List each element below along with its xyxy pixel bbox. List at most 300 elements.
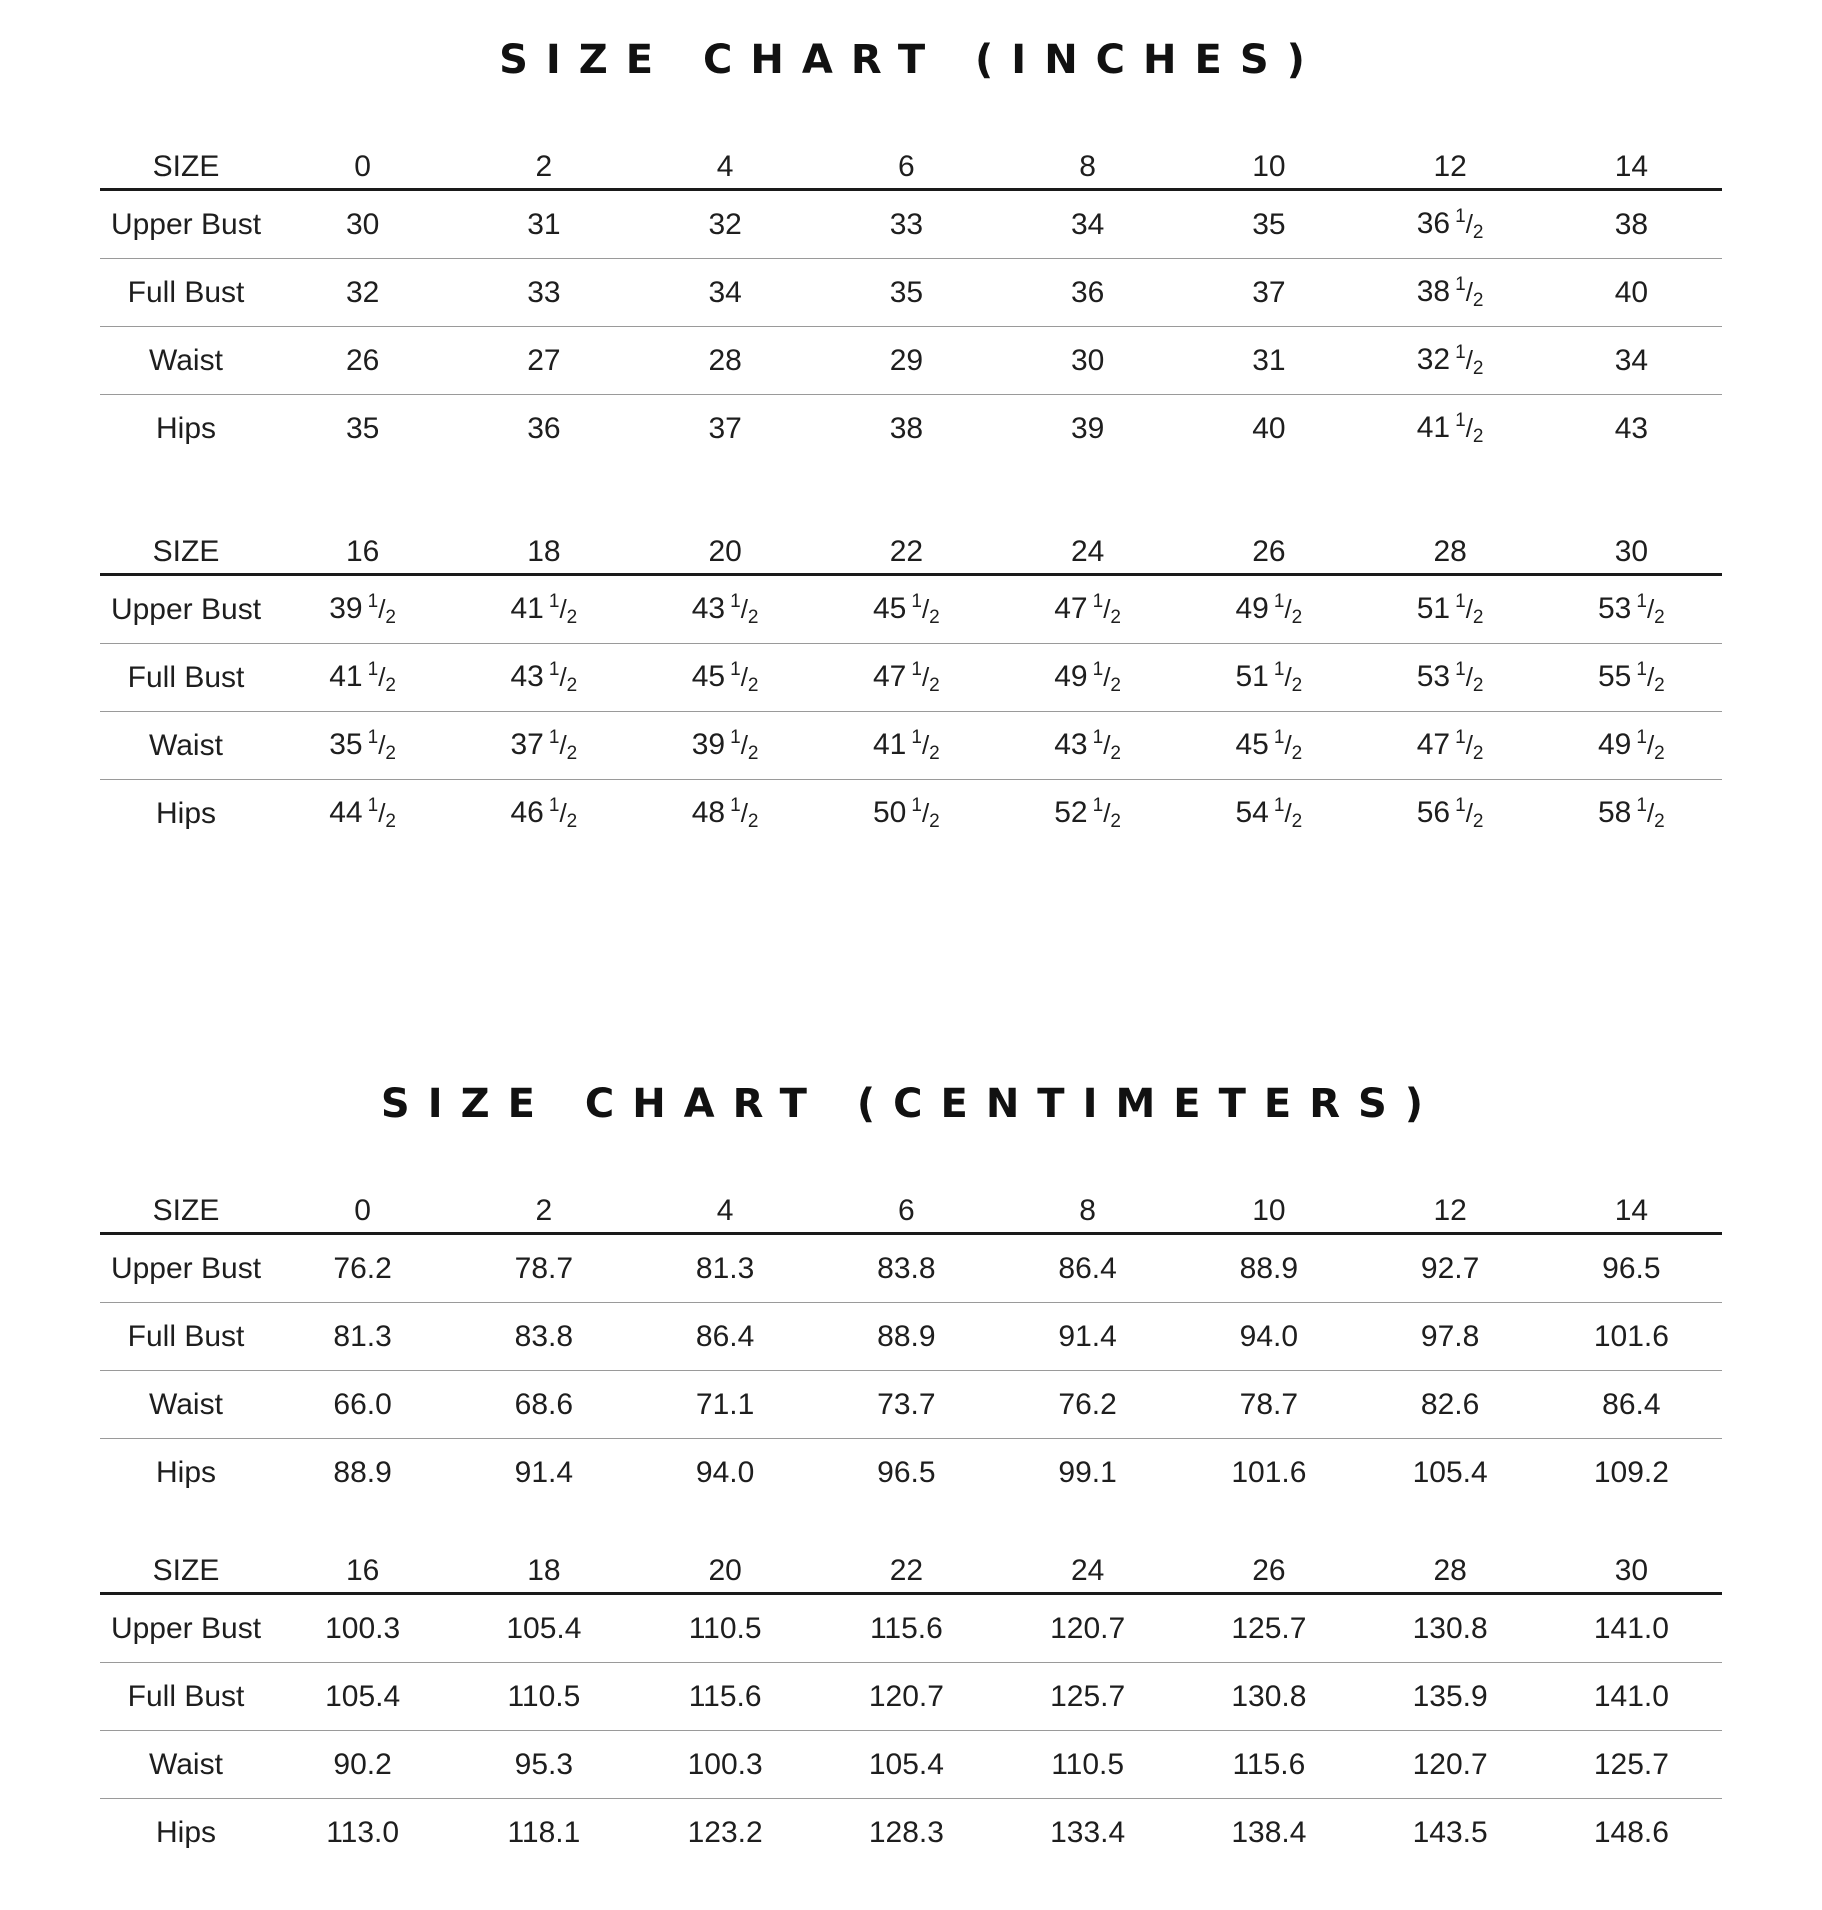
table-row: [100, 395, 1722, 463]
fraction-denominator: 2: [747, 810, 759, 832]
value-whole: 45: [691, 659, 726, 693]
measurement-cell: [272, 575, 453, 644]
measurement-cell: 38: [889, 411, 924, 445]
fraction-slash: /: [921, 797, 930, 828]
value-whole: 54: [1235, 795, 1269, 829]
measurement-cell: 143.5: [1412, 1815, 1488, 1849]
fraction-denominator: 2: [1654, 810, 1665, 832]
fraction-denominator: 2: [385, 674, 396, 696]
value-whole: 51: [1235, 659, 1269, 693]
fraction-numerator: 1: [1636, 658, 1647, 680]
table-row: [100, 1799, 1722, 1867]
table-row: [100, 1234, 1722, 1303]
fraction-denominator: 2: [566, 606, 578, 628]
fraction-numerator: 1: [1636, 726, 1647, 748]
row-label: Full Bust: [100, 1663, 272, 1731]
measurement-cell: 110.5: [635, 1594, 816, 1663]
value-whole: 43: [510, 659, 544, 693]
measurement-cell: 34: [1541, 327, 1722, 395]
fraction-denominator: 2: [1472, 425, 1484, 447]
measurement-cell: 68.6: [453, 1371, 634, 1439]
value-whole: 52: [1054, 795, 1088, 829]
fraction-numerator: 1: [548, 726, 560, 748]
measurement-cell: 96.5: [1541, 1234, 1722, 1303]
size-header-cell: 4: [635, 1172, 816, 1234]
fraction-denominator: 2: [1654, 606, 1665, 628]
fraction-slash: /: [1465, 661, 1473, 692]
measurement-cell: [272, 644, 453, 712]
row-label: Upper Bust: [100, 1594, 272, 1663]
measurement-cell: 39: [1070, 411, 1105, 445]
fraction-denominator: 2: [566, 674, 578, 696]
fraction-numerator: 1: [911, 658, 922, 680]
measurement-cell: 78.7: [453, 1234, 634, 1303]
fraction-denominator: 2: [747, 606, 759, 628]
fraction-slash: /: [1284, 797, 1292, 828]
row-label: Hips: [155, 796, 216, 830]
measurement-cell: 86.4: [635, 1303, 816, 1371]
size-header-cell: 24: [997, 1532, 1178, 1594]
measurement-cell: 120.7: [816, 1663, 997, 1731]
measurement-cell: [1541, 712, 1722, 780]
fraction-denominator: 2: [1472, 357, 1484, 379]
fraction-denominator: 2: [385, 810, 396, 832]
row-label: Hips: [155, 1815, 216, 1849]
value-whole: 55: [1597, 659, 1632, 693]
measurement-cell: 100.3: [272, 1594, 453, 1663]
measurement-cell: [816, 780, 997, 848]
table-row: [100, 575, 1722, 644]
measurement-cell: 115.6: [1178, 1731, 1359, 1799]
value-whole: 44: [329, 795, 363, 829]
fraction-numerator: 1: [1273, 794, 1285, 816]
fraction-denominator: 2: [929, 674, 940, 696]
fraction-denominator: 2: [1291, 810, 1303, 832]
measurement-cell: 125.7: [1178, 1594, 1359, 1663]
measurement-cell: [816, 644, 997, 712]
value-whole: 36: [1416, 206, 1451, 240]
measurement-cell: [1360, 395, 1541, 463]
fraction-numerator: 1: [730, 658, 741, 680]
measurement-cell: [635, 644, 816, 712]
size-header-cell: 18: [453, 1532, 634, 1594]
fraction-numerator: 1: [1273, 658, 1285, 680]
measurement-cell: [635, 712, 816, 780]
measurement-cell: 148.6: [1593, 1815, 1669, 1849]
centimeters-section: [100, 1080, 1722, 1910]
fraction-denominator: 2: [1654, 742, 1665, 764]
value-whole: 45: [872, 591, 907, 625]
fraction-denominator: 2: [1291, 674, 1303, 696]
fraction-slash: /: [740, 661, 748, 692]
measurement-cell: 130.8: [1178, 1663, 1359, 1731]
measurement-cell: 92.7: [1360, 1234, 1541, 1303]
fraction-slash: /: [1465, 276, 1473, 307]
measurement-cell: 35: [1178, 190, 1359, 259]
measurement-cell: 26: [272, 327, 453, 395]
measurement-cell: 101.6: [1541, 1303, 1722, 1371]
measurement-cell: 76.2: [997, 1371, 1178, 1439]
fraction-numerator: 1: [1455, 726, 1466, 748]
fraction-numerator: 1: [1092, 726, 1104, 748]
measurement-cell: 120.7: [1360, 1731, 1541, 1799]
measurement-cell: 36: [997, 259, 1178, 327]
fraction-numerator: 1: [730, 590, 741, 612]
size-header-label: SIZE: [100, 1532, 272, 1594]
value-whole: 43: [691, 591, 726, 625]
table-row: [100, 780, 1722, 848]
fraction-numerator: 1: [367, 658, 379, 680]
size-header-cell: 14: [1541, 128, 1722, 190]
measurement-cell: 100.3: [635, 1731, 816, 1799]
row-label: Upper Bust: [100, 575, 272, 644]
fraction-slash: /: [378, 797, 386, 828]
measurement-cell: 120.7: [997, 1594, 1178, 1663]
value-whole: 49: [1054, 659, 1088, 693]
measurement-cell: [816, 575, 997, 644]
measurement-cell: [1178, 575, 1359, 644]
fraction-numerator: 1: [367, 794, 379, 816]
measurement-cell: [816, 712, 997, 780]
measurement-cell: 32: [635, 190, 816, 259]
measurement-cell: [1360, 644, 1541, 712]
size-header-cell: 16: [272, 513, 453, 575]
measurement-cell: 138.4: [1231, 1815, 1307, 1849]
measurement-cell: 37: [708, 411, 742, 445]
table-row: [100, 327, 1722, 395]
value-whole: 37: [510, 727, 544, 761]
size-header-cell: 30: [1541, 513, 1722, 575]
size-header-cell: 26: [1178, 513, 1359, 575]
measurement-cell: [635, 575, 816, 644]
measurement-cell: 37: [1178, 259, 1359, 327]
inches-section: [100, 0, 1722, 880]
row-label: Waist: [100, 712, 272, 780]
row-label: Hips: [155, 411, 216, 445]
fraction-numerator: 1: [548, 590, 560, 612]
table-row: [100, 1594, 1722, 1663]
fraction-numerator: 1: [1092, 794, 1104, 816]
fraction-denominator: 2: [1472, 606, 1484, 628]
fraction-denominator: 2: [385, 742, 396, 764]
size-header-cell: 14: [1541, 1172, 1722, 1234]
fraction-slash: /: [1103, 729, 1111, 760]
value-whole: 51: [1416, 591, 1451, 625]
table-row: [100, 644, 1722, 712]
fraction-slash: /: [1465, 412, 1473, 443]
measurement-cell: 95.3: [453, 1731, 634, 1799]
fraction-numerator: 1: [911, 726, 922, 748]
value-whole: 56: [1416, 795, 1451, 829]
value-whole: 53: [1597, 591, 1632, 625]
fraction-slash: /: [1465, 729, 1473, 760]
row-label: Waist: [100, 327, 272, 395]
table-row: [100, 190, 1722, 259]
fraction-numerator: 1: [1455, 590, 1466, 612]
fraction-slash: /: [1646, 593, 1655, 624]
measurement-cell: [272, 780, 453, 848]
row-label: Hips: [155, 1455, 216, 1489]
fraction-denominator: 2: [1472, 742, 1484, 764]
measurement-cell: 27: [453, 327, 634, 395]
measurement-cell: 97.8: [1360, 1303, 1541, 1371]
fraction-denominator: 2: [747, 674, 759, 696]
size-header-cell: 28: [1360, 1532, 1541, 1594]
fraction-numerator: 1: [1455, 341, 1466, 363]
table-row: [100, 1439, 1722, 1507]
measurement-cell: 88.9: [816, 1303, 997, 1371]
fraction-numerator: 1: [548, 794, 560, 816]
fraction-denominator: 2: [1291, 606, 1303, 628]
size-header-cell: 4: [635, 128, 816, 190]
size-header-label: SIZE: [100, 513, 272, 575]
measurement-cell: [997, 780, 1178, 848]
size-header-cell: 28: [1360, 513, 1541, 575]
measurement-cell: 115.6: [816, 1594, 997, 1663]
table-row: [100, 1731, 1722, 1799]
measurement-cell: 128.3: [868, 1815, 944, 1849]
fraction-numerator: 1: [1455, 794, 1466, 816]
measurement-cell: 43: [1614, 411, 1649, 445]
size-header-cell: 22: [816, 513, 997, 575]
measurement-cell: 96.5: [877, 1455, 936, 1489]
measurement-cell: [1541, 780, 1722, 848]
row-label: Full Bust: [100, 1303, 272, 1371]
fraction-denominator: 2: [1110, 810, 1121, 832]
measurement-cell: [272, 712, 453, 780]
measurement-cell: [1360, 327, 1541, 395]
measurement-cell: 30: [997, 327, 1178, 395]
fraction-slash: /: [740, 729, 748, 760]
header-row: [100, 1532, 1722, 1594]
measurement-cell: 73.7: [816, 1371, 997, 1439]
measurement-cell: 125.7: [997, 1663, 1178, 1731]
fraction-numerator: 1: [911, 794, 922, 816]
measurement-cell: 101.6: [1231, 1455, 1307, 1489]
size-header-cell: 26: [1178, 1532, 1359, 1594]
measurement-cell: 125.7: [1541, 1731, 1722, 1799]
size-header-cell: 20: [635, 513, 816, 575]
measurement-cell: [453, 644, 634, 712]
measurement-cell: [1541, 644, 1722, 712]
measurement-cell: [1178, 780, 1359, 848]
size-header-cell: 10: [1178, 1172, 1359, 1234]
value-whole: 58: [1597, 795, 1632, 829]
table-row: [100, 259, 1722, 327]
size-header-label: SIZE: [100, 128, 272, 190]
fraction-denominator: 2: [1110, 606, 1121, 628]
fraction-slash: /: [1284, 729, 1292, 760]
measurement-cell: 34: [997, 190, 1178, 259]
value-whole: 50: [872, 795, 907, 829]
measurement-cell: 105.4: [1412, 1455, 1488, 1489]
fraction-slash: /: [559, 661, 567, 692]
measurement-cell: [1360, 712, 1541, 780]
measurement-cell: 34: [635, 259, 816, 327]
measurement-cell: 30: [272, 190, 453, 259]
value-whole: 39: [329, 591, 363, 625]
fraction-numerator: 1: [367, 726, 379, 748]
value-whole: 49: [1235, 591, 1269, 625]
value-whole: 39: [691, 727, 726, 761]
measurement-cell: 109.2: [1593, 1455, 1669, 1489]
value-whole: 41: [1416, 410, 1451, 444]
fraction-numerator: 1: [1092, 590, 1104, 612]
fraction-slash: /: [1465, 208, 1473, 239]
fraction-slash: /: [740, 593, 748, 624]
measurement-cell: 81.3: [635, 1234, 816, 1303]
measurement-cell: 88.9: [1178, 1234, 1359, 1303]
value-whole: 47: [1054, 591, 1088, 625]
measurement-cell: [1541, 575, 1722, 644]
fraction-slash: /: [740, 797, 748, 828]
measurement-cell: 91.4: [514, 1455, 574, 1489]
fraction-denominator: 2: [1472, 810, 1484, 832]
measurement-cell: 66.0: [272, 1371, 453, 1439]
size-header-cell: 10: [1178, 128, 1359, 190]
measurement-cell: 130.8: [1360, 1594, 1541, 1663]
measurement-cell: 29: [816, 327, 997, 395]
fraction-numerator: 1: [1636, 794, 1647, 816]
value-whole: 46: [510, 795, 544, 829]
fraction-slash: /: [378, 661, 386, 692]
inches-table-2: [100, 513, 1722, 847]
measurement-cell: 38: [1541, 190, 1722, 259]
size-header-cell: 16: [272, 1532, 453, 1594]
fraction-numerator: 1: [1273, 590, 1285, 612]
measurement-cell: [1360, 259, 1541, 327]
size-header-cell: 2: [453, 1172, 634, 1234]
measurement-cell: 33: [453, 259, 634, 327]
fraction-slash: /: [1284, 661, 1292, 692]
row-label: Full Bust: [100, 644, 272, 712]
value-whole: 53: [1416, 659, 1451, 693]
fraction-numerator: 1: [1636, 590, 1647, 612]
fraction-denominator: 2: [1110, 674, 1121, 696]
fraction-numerator: 1: [1455, 658, 1466, 680]
measurement-cell: 35: [816, 259, 997, 327]
fraction-slash: /: [1646, 661, 1655, 692]
value-whole: 48: [691, 795, 726, 829]
fraction-slash: /: [1103, 661, 1111, 692]
fraction-slash: /: [1465, 797, 1473, 828]
size-header-cell: 0: [272, 128, 453, 190]
measurement-cell: 88.9: [333, 1455, 392, 1489]
measurement-cell: [453, 575, 634, 644]
measurement-cell: 83.8: [453, 1303, 634, 1371]
measurement-cell: 76.2: [272, 1234, 453, 1303]
value-whole: 45: [1235, 727, 1269, 761]
fraction-numerator: 1: [1455, 409, 1466, 431]
measurement-cell: 40: [1541, 259, 1722, 327]
fraction-slash: /: [921, 729, 930, 760]
fraction-denominator: 2: [1110, 742, 1121, 764]
size-header-label: SIZE: [100, 1172, 272, 1234]
row-label: Waist: [100, 1731, 272, 1799]
fraction-numerator: 1: [1455, 205, 1466, 227]
fraction-slash: /: [1646, 797, 1655, 828]
fraction-slash: /: [378, 729, 386, 760]
fraction-numerator: 1: [1092, 658, 1104, 680]
value-whole: 38: [1416, 274, 1451, 308]
header-row: [100, 128, 1722, 190]
value-whole: 35: [329, 727, 363, 761]
measurement-cell: 36: [527, 411, 561, 445]
table-row: [100, 1371, 1722, 1439]
measurement-cell: [1178, 712, 1359, 780]
measurement-cell: 135.9: [1360, 1663, 1541, 1731]
size-header-cell: 8: [997, 128, 1178, 190]
measurement-cell: 105.4: [272, 1663, 453, 1731]
fraction-numerator: 1: [367, 590, 379, 612]
fraction-numerator: 1: [911, 590, 922, 612]
fraction-slash: /: [1646, 729, 1655, 760]
fraction-slash: /: [921, 661, 930, 692]
fraction-numerator: 1: [730, 726, 741, 748]
measurement-cell: 31: [1178, 327, 1359, 395]
measurement-cell: 90.2: [272, 1731, 453, 1799]
measurement-cell: [453, 712, 634, 780]
fraction-slash: /: [1465, 344, 1473, 375]
fraction-denominator: 2: [566, 810, 578, 832]
measurement-cell: 115.6: [635, 1663, 816, 1731]
measurement-cell: 105.4: [453, 1594, 634, 1663]
value-whole: 41: [329, 659, 363, 693]
measurement-cell: 83.8: [816, 1234, 997, 1303]
measurement-cell: [1360, 190, 1541, 259]
fraction-denominator: 2: [385, 606, 396, 628]
fraction-denominator: 2: [929, 606, 940, 628]
measurement-cell: 94.0: [1178, 1303, 1359, 1371]
measurement-cell: 141.0: [1541, 1663, 1722, 1731]
fraction-denominator: 2: [566, 742, 578, 764]
size-header-cell: 8: [997, 1172, 1178, 1234]
table-row: [100, 1303, 1722, 1371]
measurement-cell: 105.4: [816, 1731, 997, 1799]
fraction-denominator: 2: [1291, 742, 1303, 764]
measurement-cell: 118.1: [507, 1815, 581, 1849]
measurement-cell: 141.0: [1541, 1594, 1722, 1663]
measurement-cell: [1178, 644, 1359, 712]
fraction-slash: /: [1103, 797, 1111, 828]
fraction-slash: /: [559, 729, 567, 760]
measurement-cell: 31: [453, 190, 634, 259]
centimeters-table-2: [100, 1532, 1722, 1866]
row-label: Waist: [100, 1371, 272, 1439]
value-whole: 41: [872, 727, 907, 761]
fraction-denominator: 2: [1472, 674, 1484, 696]
fraction-slash: /: [1103, 593, 1111, 624]
measurement-cell: [997, 712, 1178, 780]
size-header-cell: 6: [816, 128, 997, 190]
centimeters-title: SIZE CHART (CENTIMETERS): [380, 1081, 1442, 1127]
size-header-cell: 20: [635, 1532, 816, 1594]
inches-title: SIZE CHART (INCHES): [499, 37, 1323, 83]
value-whole: 49: [1597, 727, 1632, 761]
value-whole: 47: [1416, 727, 1451, 761]
header-row: [100, 513, 1722, 575]
measurement-cell: 86.4: [997, 1234, 1178, 1303]
fraction-numerator: 1: [730, 794, 741, 816]
measurement-cell: [453, 780, 634, 848]
fraction-denominator: 2: [1654, 674, 1665, 696]
measurement-cell: 133.4: [1050, 1815, 1126, 1849]
size-header-cell: 18: [453, 513, 634, 575]
size-header-cell: 6: [816, 1172, 997, 1234]
measurement-cell: 113.0: [326, 1815, 400, 1849]
row-label: Upper Bust: [100, 1234, 272, 1303]
fraction-slash: /: [378, 593, 386, 624]
